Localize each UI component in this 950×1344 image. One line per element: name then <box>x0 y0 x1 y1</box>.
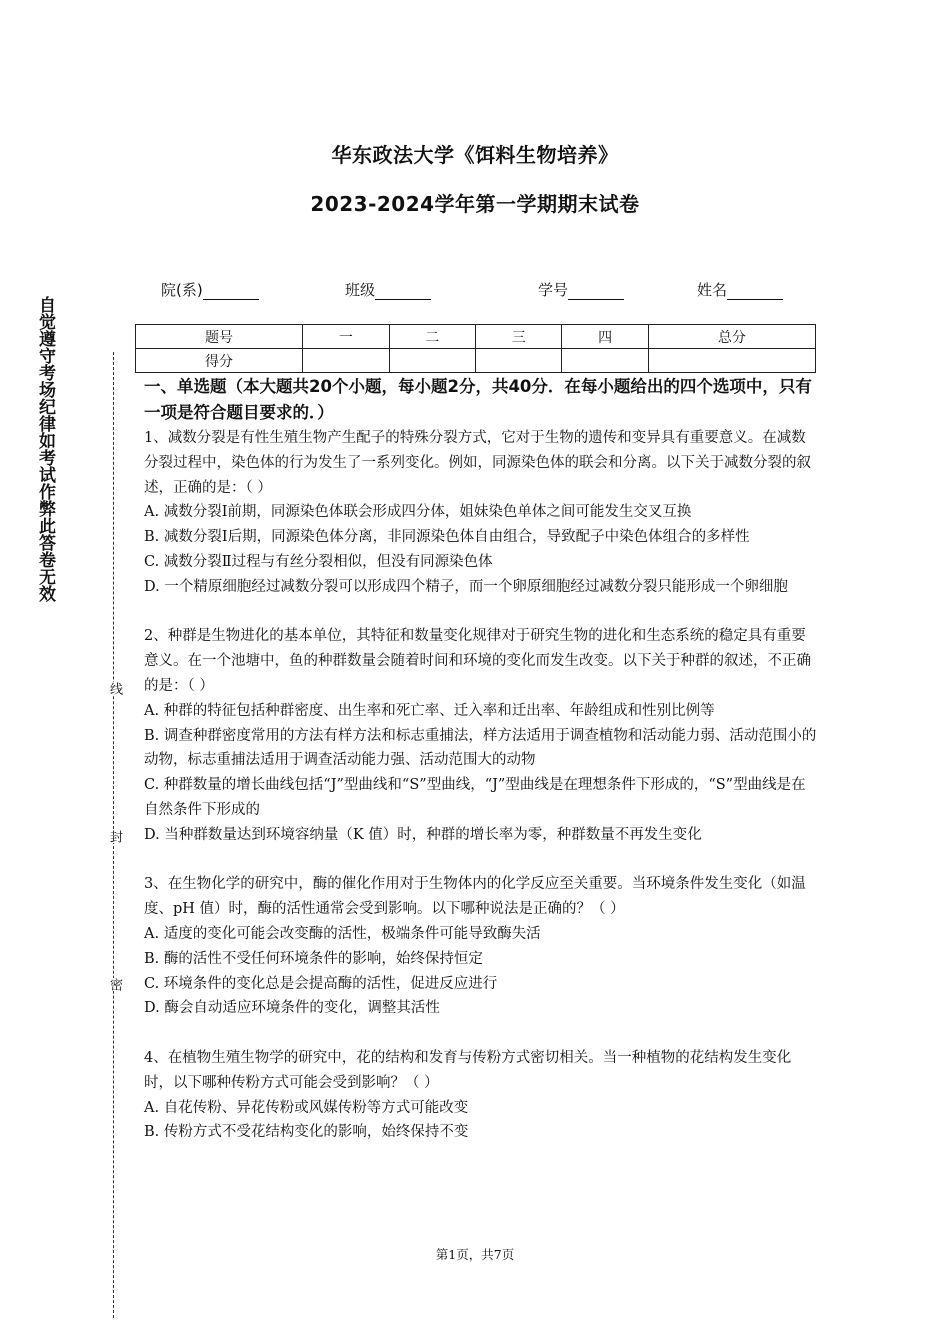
name-label: 姓名 <box>697 281 728 299</box>
student-id-blank[interactable] <box>568 283 624 300</box>
binding-seal-char: 封 <box>107 830 122 843</box>
option-c[interactable]: C. 种群数量的增长曲线包括“J”型曲线和“S”型曲线，“J”型曲线是在理想条件下形成的，“S”型曲线是在自然条件下形成的 <box>144 777 806 818</box>
question-4 <box>144 1046 820 1145</box>
name-blank[interactable] <box>727 283 783 300</box>
score-table-header-row <box>136 325 816 349</box>
exam-title: 华东政法大学《饵料生物培养》 <box>331 143 619 167</box>
score-cell: 题号 <box>136 325 303 349</box>
option-c[interactable]: C. 减数分裂Ⅱ过程与有丝分裂相似，但没有同源染色体 <box>144 553 493 570</box>
binding-line-char: 线 <box>107 682 122 695</box>
question-2 <box>144 624 820 847</box>
question-1 <box>144 426 820 600</box>
option-a[interactable]: A. 自花传粉、异花传粉或风媒传粉等方式可能改变 <box>144 1099 469 1116</box>
score-cell: 三 <box>475 325 561 349</box>
question-stem: 1、减数分裂是有性生殖生物产生配子的特殊分裂方式，它对于生物的遗传和变异具有重要意义。在减数分裂过程中，染色体的行为发生了一系列变化。例如，同源染色体的联会和分离。以下关于减数分裂的叙述，正确的是：（ ） <box>144 430 811 496</box>
option-b[interactable]: B. 调查种群密度常用的方法有样方法和标志重捕法，样方法适用于调查植物和活动能力弱、活动范围小的动物，标志重捕法适用于调查活动能力强、活动范围大的动物 <box>144 727 817 769</box>
score-cell: 得分 <box>136 349 303 373</box>
student-id-label: 学号 <box>538 281 569 299</box>
score-cell: 四 <box>562 325 648 349</box>
dept-label: 院(系) <box>161 281 203 299</box>
name-field[interactable] <box>697 276 783 300</box>
option-d[interactable]: D. 一个精原细胞经过减数分裂可以形成四个精子，而一个卵原细胞经过减数分裂只能形成一个卵细胞 <box>144 578 788 595</box>
dept-field[interactable] <box>161 276 259 300</box>
page-number: 第1页，共7页 <box>435 1247 515 1262</box>
exam-subtitle: 2023-2024学年第一学期期末试卷 <box>310 192 640 216</box>
option-b[interactable]: B. 传粉方式不受花结构变化的影响，始终保持不变 <box>144 1124 469 1141</box>
binding-secret-char: 密 <box>107 978 122 991</box>
option-a[interactable]: A. 减数分裂Ⅰ前期，同源染色体联会形成四分体，姐妹染色单体之间可能发生交叉互换 <box>144 504 692 521</box>
option-c[interactable]: C. 环境条件的变化总是会提高酶的活性，促进反应进行 <box>144 975 498 992</box>
option-b[interactable]: B. 酶的活性不受任何环境条件的影响，始终保持恒定 <box>144 950 483 967</box>
score-table-score-row <box>136 349 816 373</box>
score-input-cell[interactable] <box>389 349 475 373</box>
student-id-field[interactable] <box>538 276 624 300</box>
option-a[interactable]: A. 适度的变化可能会改变酶的活性，极端条件可能导致酶失活 <box>144 925 541 942</box>
score-input-cell[interactable] <box>303 349 389 373</box>
option-b[interactable]: B. 减数分裂Ⅰ后期，同源染色体分离，非同源染色体自由组合，导致配子中染色体组合的多样性 <box>144 529 750 546</box>
score-input-cell[interactable] <box>648 349 815 373</box>
option-d[interactable]: D. 当种群数量达到环境容纳量（K 值）时，种群的增长率为零，种群数量不再发生变化 <box>144 826 702 843</box>
class-blank[interactable] <box>375 283 431 300</box>
score-input-cell[interactable] <box>475 349 561 373</box>
question-stem: 3、在生物化学的研究中，酶的催化作用对于生物体内的化学反应至关重要。当环境条件发生变化（如温度、pH 值）时，酶的活性通常会受到影响。以下哪种说法是正确的？（ ） <box>144 876 806 918</box>
option-a[interactable]: A. 种群的特征包括种群密度、出生率和死亡率、迁入率和迁出率、年龄组成和性别比例等 <box>144 702 715 719</box>
question-stem: 4、在植物生殖生物学的研究中，花的结构和发育与传粉方式密切相关。当一种植物的花结构发生变化时，以下哪种传粉方式可能会受到影响？（ ） <box>144 1049 792 1091</box>
dept-blank[interactable] <box>203 283 259 300</box>
exam-content <box>144 374 820 1145</box>
question-stem: 2、种群是生物进化的基本单位，其特征和数量变化规律对于研究生物的进化和生态系统的稳定具有重要意义。在一个池塘中，鱼的种群数量会随着时间和环境的变化而发生改变。以下关于种群的叙述，不正确的是：（ ） <box>144 628 811 694</box>
binding-warning: 自觉遵守考场纪律如考试作弊此答卷无效 <box>35 296 55 602</box>
class-field[interactable] <box>345 276 431 300</box>
score-cell: 总分 <box>648 325 815 349</box>
section-heading: 一、单选题（本大题共20个小题，每小题2分，共40分．在每小题给出的四个选项中，只有一项是符合题目要求的．） <box>144 377 812 422</box>
option-d[interactable]: D. 酶会自动适应环境条件的变化，调整其活性 <box>144 1000 440 1017</box>
score-input-cell[interactable] <box>562 349 648 373</box>
question-3 <box>144 872 820 1021</box>
score-cell: 一 <box>303 325 389 349</box>
class-label: 班级 <box>345 281 376 299</box>
score-cell: 二 <box>389 325 475 349</box>
score-table <box>135 324 816 373</box>
